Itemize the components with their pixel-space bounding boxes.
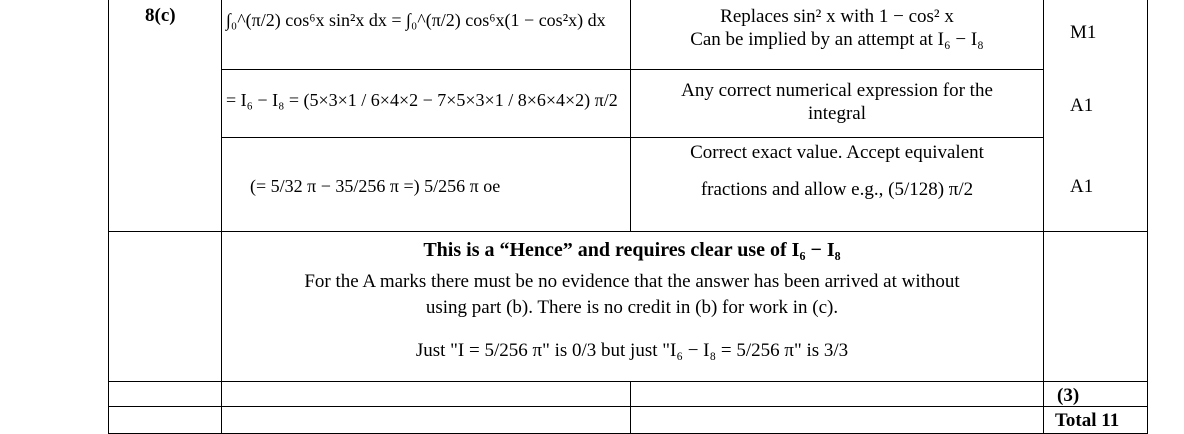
row3-working	[250, 176, 500, 197]
row2-mark: A1	[1070, 95, 1094, 116]
question-total: Total 11	[1055, 410, 1120, 431]
integral-expression-1: ∫₀^(π/2) cos⁶x sin²x dx = ∫₀^(π/2) cos⁶x(1 − cos²x) dx	[226, 10, 606, 30]
row1-mark: M1	[1070, 22, 1097, 43]
numerical-expression: = I₆ − I₈ = (5×3×1 / 6×4×2 − 7×5×3×1 / 8×6×4×2) π/2	[226, 90, 618, 110]
row3-note-line2: fractions and allow e.g.,	[700, 178, 884, 200]
row3-note	[632, 142, 1042, 202]
row2-note	[632, 80, 1042, 126]
row1-note	[632, 6, 1042, 52]
row3-note-value: (5/128) π/2	[888, 178, 974, 200]
row1-working	[226, 10, 606, 31]
guidance-line3: Just "I = 5/256 π" is 0/3 but just "I₆ − I₈ = 5/256 π" is 3/3	[415, 340, 849, 361]
row1-note-line1: Replaces sin² x with 1 − cos² x	[720, 6, 954, 27]
guidance-heading: This is a “Hence” and requires clear use of I₆ − I₈	[423, 239, 841, 261]
row2-note-line1: Any correct numerical expression for the	[681, 80, 993, 101]
row3-note-line1: Correct exact value. Accept equivalent	[690, 142, 984, 163]
exact-value-expression: (= 5/32 π − 35/256 π =) 5/256 π oe	[250, 176, 501, 196]
question-number: 8(c)	[145, 5, 176, 26]
guidance-line1: For the A marks there must be no evidence that the answer has been arrived at without	[304, 271, 960, 292]
row3-mark: A1	[1070, 176, 1094, 197]
row2-note-line2: integral	[807, 102, 867, 124]
row1-note-line2: Can be implied by an attempt at I₆ − I₈	[690, 28, 984, 50]
guidance-line2: using part (b). There is no credit in (b) for work in (c).	[425, 297, 839, 318]
part-marks: (3)	[1057, 385, 1080, 406]
row2-working	[226, 90, 618, 111]
